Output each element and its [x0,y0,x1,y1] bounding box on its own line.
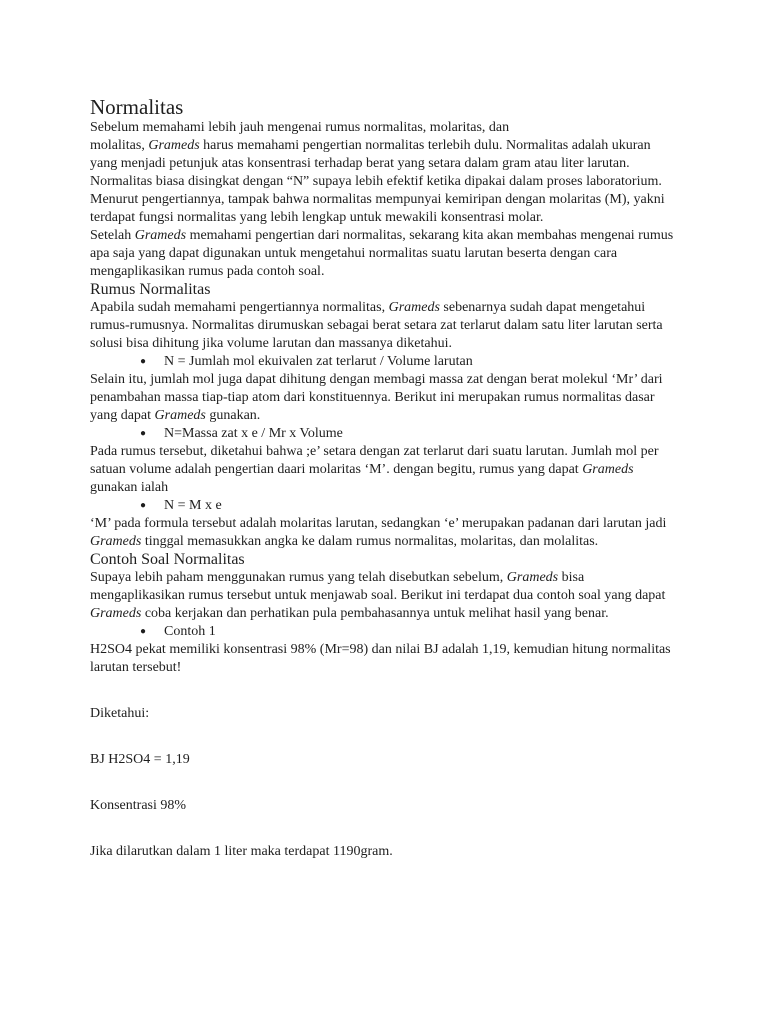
text: gunakan. [205,408,261,423]
text: Supaya lebih paham menggunakan rumus yang telah disebutkan sebelum, [90,570,507,585]
mol-paragraph [90,371,680,425]
page-title: Normalitas [90,95,184,119]
intro-line-1: Sebelum memahami lebih jauh mengenai rumus normalitas, molaritas, dan [90,120,510,135]
text: tinggal memasukkan angka ke dalam rumus normalitas, molaritas, dan molalitas. [141,534,599,549]
contoh-paragraph [90,569,680,623]
definition-paragraph: Menurut pengertiannya, tampak bahwa normalitas mempunyai kemiripan dengan molaritas (M), yakni terdapat fungsi normalitas yang lebih lengkap untuk mewakili konsentrasi molar. [90,192,665,225]
bullet-text: N = Jumlah mol ekuivalen zat terlarut / Volume larutan [164,354,473,369]
text: Setelah [90,228,135,243]
soal-paragraph: H2SO4 pekat memiliki konsentrasi 98% (Mr=98) dan nilai BJ adalah 1,19, kemudian hitung normalitas larutan tersebut! [90,642,671,675]
grameds-emphasis: Grameds [148,138,200,153]
bullet-text: Contoh 1 [164,624,216,639]
text: Selain itu, jumlah mol juga dapat dihitung dengan membagi massa zat dengan berat molekul ‘Mr’ dari penambahan massa tiap-tiap atom dari konstituennya. Berikut ini merupakan rumus normalitas dasar yang dapat [90,372,663,423]
grameds-emphasis: Grameds [134,228,187,243]
grameds-emphasis: Grameds [154,408,206,423]
section-heading-rumus: Rumus Normalitas [90,281,211,298]
konsentrasi-line: Konsentrasi 98% [90,798,187,813]
text: Apabila sudah memahami pengertiannya normalitas, [90,300,389,315]
text: coba kerjakan dan perhatikan pula pembahasannya untuk melihat hasil yang benar. [141,606,609,621]
formula-paragraph [90,443,680,497]
grameds-emphasis: Grameds [388,300,440,315]
spacer [90,677,680,705]
spacer [90,815,680,843]
text: memahami pengertian dari normalitas, sekarang kita akan membahas mengenai rumus apa saja yang dapat digunakan untuk mengetahui normalitas suatu larutan beserta dengan cara mengaplikasikan rumus pada contoh soal. [90,228,674,279]
text: sebenarnya sudah dapat mengetahui rumus-rumusnya. Normalitas dirumuskan sebagai berat setara zat terlarut dalam satu liter larutan serta solusi bisa dihitung jika volume larutan dan massanya diketahui. [90,300,663,351]
text: gunakan ialah [90,480,169,495]
bullet-formula-1 [90,353,680,371]
bullet-text: N = M x e [164,498,222,513]
diketahui-label: Diketahui: [90,706,150,721]
bullet-contoh-1 [90,623,680,641]
spacer [90,723,680,751]
text: ‘M’ pada formula tersebut adalah molaritas larutan, sedangkan ‘e’ merupakan padanan dari larutan jadi [90,516,667,531]
bullet-text: N=Massa zat x e / Mr x Volume [164,426,343,441]
grameds-emphasis: Grameds [582,462,634,477]
bullet-formula-3 [90,497,680,515]
grameds-emphasis: Grameds [506,570,559,585]
bullet-formula-2 [90,425,680,443]
bullet-icon: ● [140,500,147,511]
intro-paragraph [90,119,680,191]
molaritas-paragraph [90,515,680,551]
bullet-icon: ● [140,356,147,367]
text: bisa mengaplikasikan rumus tersebut untuk menjawab soal. Berikut ini terdapat dua contoh soal yang dapat [90,570,666,603]
spacer [90,769,680,797]
bullet-icon: ● [140,428,147,439]
bullet-icon: ● [140,626,147,637]
transition-paragraph [90,227,680,281]
document-page [90,95,680,861]
text: Pada rumus tersebut, diketahui bahwa ;e’ setara dengan zat terlarut dari suatu larutan. Jumlah mol per satuan volume adalah pengertian daari molaritas ‘M’. dengan begitu, rumus yang dapat [90,444,659,477]
section-heading-contoh: Contoh Soal Normalitas [90,551,245,568]
intro-text-cont: harus memahami pengertian normalitas terlebih dulu. Normalitas adalah ukuran yang menjadi petunjuk atas konsentrasi terhadap berat yang setara dalam gram atau liter larutan. Normalitas biasa disingkat dengan “N” supaya lebih efektif ketika dipakai dalam proses laboratorium. [90,138,662,189]
grameds-emphasis: Grameds [90,534,142,549]
rumus-paragraph [90,299,680,353]
dilarutkan-line: Jika dilarutkan dalam 1 liter maka terdapat 1190gram. [90,844,393,859]
intro-text: molalitas, [90,138,149,153]
grameds-emphasis: Grameds [90,606,142,621]
bj-line: BJ H2SO4 = 1,19 [90,752,190,767]
